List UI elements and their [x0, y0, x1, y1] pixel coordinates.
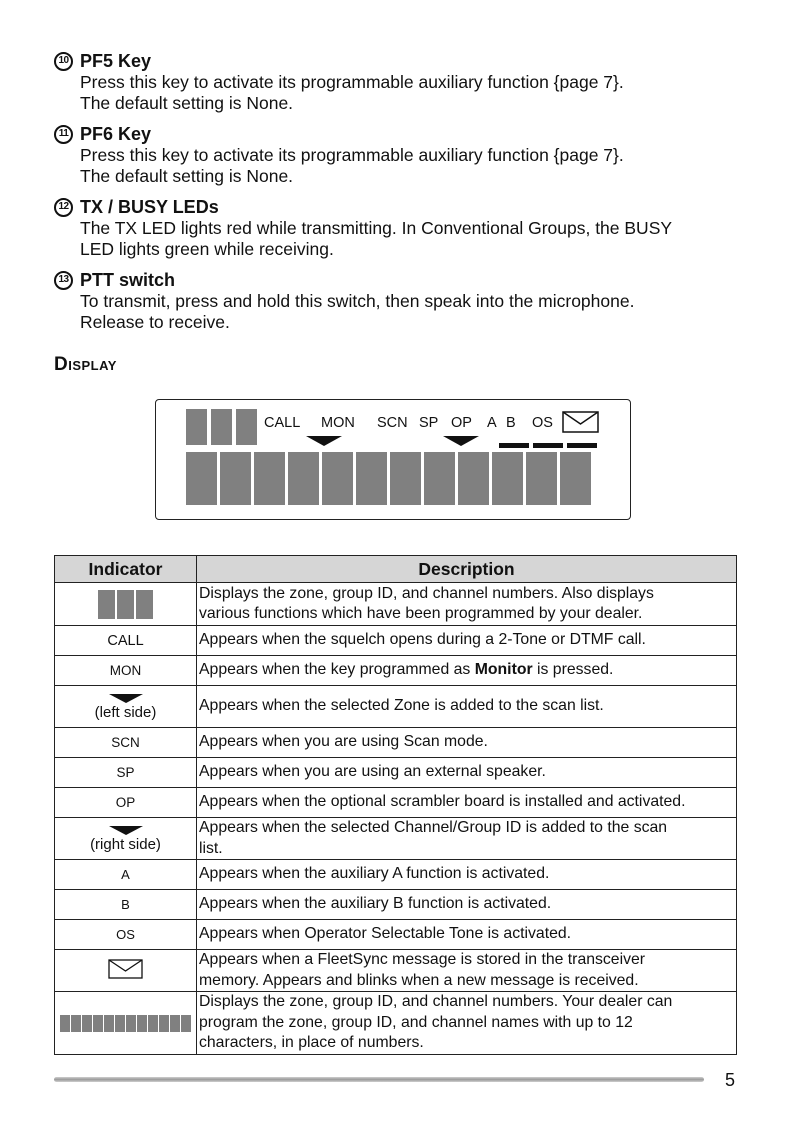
table-header-row [55, 556, 737, 583]
lcd-label-scn: SCN [377, 415, 408, 431]
lcd-large-segment [288, 452, 319, 505]
item-line: To transmit, press and hold this switch, then speak into the microphone. [80, 291, 635, 311]
lcd-large-segment [458, 452, 489, 505]
down-triangle-icon [109, 694, 143, 703]
table-row [55, 656, 737, 686]
row-description: Displays the zone, group ID, and channel numbers. Your dealer can [199, 993, 673, 1011]
lcd-label-call: CALL [264, 415, 301, 431]
item-title: PF5 Key [80, 50, 152, 71]
row-description: Appears when the selected Zone is added to the scan list. [197, 686, 737, 728]
item-number: 13 [54, 271, 73, 290]
row-indicator: (left side) [94, 704, 157, 721]
item-number: 11 [54, 125, 73, 144]
row-indicator: OP [55, 788, 197, 818]
lcd-large-segment [322, 452, 353, 505]
down-triangle-icon [109, 826, 143, 835]
item-title: PF6 Key [80, 123, 152, 144]
lcd-large-segment [356, 452, 387, 505]
footer-rule [54, 1077, 704, 1082]
scan-arrow-icon [443, 436, 479, 446]
row-description: Appears when the auxiliary B function is activated. [197, 890, 737, 920]
row-indicator: A [55, 860, 197, 890]
table-row [55, 818, 737, 860]
item-pf5-key [54, 50, 744, 114]
row-description: Appears when Operator Selectable Tone is activated. [197, 920, 737, 950]
item-line: The TX LED lights red while transmitting. In Conventional Groups, the BUSY [80, 218, 673, 238]
lcd-large-segment [220, 452, 251, 505]
scan-arrow-icon [306, 436, 342, 446]
item-line: Press this key to activate its programmable auxiliary function {page 7}. [80, 72, 624, 92]
item-title: TX / BUSY LEDs [80, 196, 219, 217]
table-row [55, 890, 737, 920]
item-line: Press this key to activate its programmable auxiliary function {page 7}. [80, 145, 624, 165]
row-indicator: (right side) [90, 836, 161, 853]
lcd-diagram [155, 399, 631, 520]
row-description: various functions which have been programmed by your dealer. [199, 605, 643, 622]
page-number: 5 [725, 1070, 736, 1090]
row-description: Appears when you are using an external speaker. [197, 758, 737, 788]
lcd-label-mon: MON [321, 415, 355, 431]
row-description [197, 656, 737, 686]
table-row [55, 758, 737, 788]
row-description: Displays the zone, group ID, and channel numbers. Also displays [199, 584, 654, 602]
item-pf6-key [54, 123, 744, 187]
table-row [55, 686, 737, 728]
header-indicator: Indicator [55, 556, 197, 583]
section-heading: Display [54, 354, 117, 375]
lcd-label-op: OP [451, 415, 472, 431]
item-tx-busy-leds [54, 196, 744, 260]
lcd-small-segment [186, 409, 207, 445]
header-description: Description [197, 556, 737, 583]
lcd-small-segment [211, 409, 232, 445]
lcd-label-os: OS [532, 415, 553, 431]
indicator-table [54, 555, 737, 1055]
table-row [55, 788, 737, 818]
table-row [55, 728, 737, 758]
item-line: The default setting is None. [80, 93, 294, 113]
lcd-bar-b [533, 443, 563, 448]
lcd-large-segment [492, 452, 523, 505]
mail-icon [562, 411, 599, 433]
row-description: memory. Appears and blinks when a new message is received. [199, 971, 639, 989]
item-line: Release to receive. [80, 312, 230, 332]
item-number: 10 [54, 52, 73, 71]
row-description: Appears when the squelch opens during a 2-Tone or DTMF call. [197, 626, 737, 656]
row-indicator: SP [55, 758, 197, 788]
row-indicator: CALL [55, 626, 197, 656]
row-description: characters, in place of numbers. [199, 1034, 424, 1052]
row-description-bold: Monitor [474, 661, 533, 679]
lcd-large-segment [390, 452, 421, 505]
lcd-label-b: B [506, 415, 516, 431]
row-description: Appears when the auxiliary A function is activated. [197, 860, 737, 890]
table-row [55, 860, 737, 890]
row-indicator: B [55, 890, 197, 920]
row-description: Appears when the selected Channel/Group ID is added to the scan [199, 819, 668, 836]
row-indicator: MON [55, 656, 197, 686]
item-ptt-switch [54, 269, 744, 333]
row-description-text: is pressed. [532, 661, 614, 679]
item-line: LED lights green while receiving. [80, 239, 334, 259]
table-row [55, 992, 737, 1055]
lcd-label-a: A [487, 415, 497, 431]
row-indicator: OS [55, 920, 197, 950]
12-segment-display-icon [60, 1015, 191, 1032]
mail-icon [108, 959, 143, 979]
table-row [55, 583, 737, 626]
table-row [55, 920, 737, 950]
table-row [55, 950, 737, 992]
lcd-large-segment [424, 452, 455, 505]
row-description: Appears when you are using Scan mode. [197, 728, 737, 758]
item-line: The default setting is None. [80, 166, 294, 186]
row-description-text: Appears when the key programmed as [199, 661, 475, 679]
row-description: Appears when the optional scrambler board is installed and activated. [197, 788, 737, 818]
lcd-large-segment [526, 452, 557, 505]
lcd-bar-os [567, 443, 597, 448]
lcd-small-segment [236, 409, 257, 445]
3-segment-display-icon [98, 590, 153, 619]
item-number: 12 [54, 198, 73, 217]
table-row [55, 626, 737, 656]
lcd-bar-a [499, 443, 529, 448]
lcd-label-sp: SP [419, 415, 439, 431]
lcd-large-segment [186, 452, 217, 505]
row-description: program the zone, group ID, and channel names with up to 12 [199, 1013, 633, 1031]
row-description: list. [199, 839, 223, 857]
row-description: Appears when a FleetSync message is stored in the transceiver [199, 951, 646, 968]
row-indicator: SCN [55, 728, 197, 758]
lcd-large-segment [254, 452, 285, 505]
item-title: PTT switch [80, 269, 176, 290]
lcd-large-segment [560, 452, 591, 505]
